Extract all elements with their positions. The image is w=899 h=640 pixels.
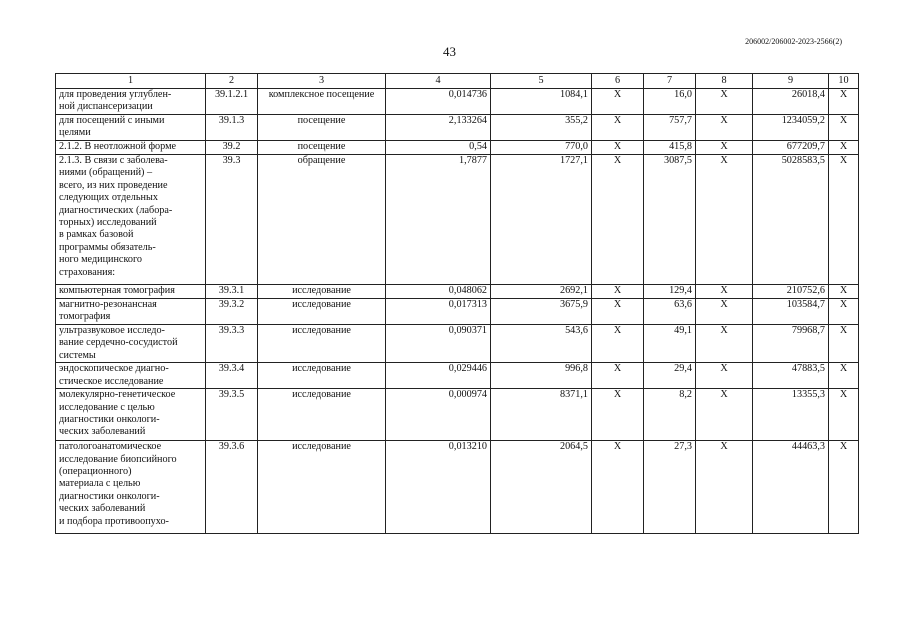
column-header-7: 7 (644, 74, 696, 89)
data-table (55, 73, 859, 534)
row-value-8: X (696, 389, 753, 441)
table-row (56, 363, 859, 389)
row-value-9: 677209,7 (753, 141, 829, 155)
row-unit: исследование (258, 363, 386, 389)
table-body (56, 89, 859, 534)
row-value-9: 5028583,5 (753, 155, 829, 285)
row-value-10: X (829, 325, 859, 363)
row-value-7: 3087,5 (644, 155, 696, 285)
row-value-10: X (829, 155, 859, 285)
row-value-7: 8,2 (644, 389, 696, 441)
row-unit: исследование (258, 325, 386, 363)
row-value-6: X (592, 441, 644, 534)
row-code: 39.2 (206, 141, 258, 155)
row-value-4: 0,090371 (386, 325, 491, 363)
row-value-10: X (829, 389, 859, 441)
row-value-10: X (829, 89, 859, 115)
row-value-6: X (592, 389, 644, 441)
row-value-6: X (592, 325, 644, 363)
column-header-4: 4 (386, 74, 491, 89)
row-code: 39.1.3 (206, 115, 258, 141)
row-name: эндоскопическое диагно- стическое исследование (56, 363, 206, 389)
column-header-2: 2 (206, 74, 258, 89)
column-number-row (56, 74, 859, 89)
table-row (56, 155, 859, 285)
column-header-10: 10 (829, 74, 859, 89)
row-value-6: X (592, 155, 644, 285)
row-name: патологоанатомическое исследование биопсийного (операционного) материала с целью диагностики онкологи- ческих заболеваний и подбора противоопухо- (56, 441, 206, 534)
row-name: для проведения углублен- ной диспансеризации (56, 89, 206, 115)
row-value-5: 2692,1 (491, 285, 592, 299)
row-value-6: X (592, 141, 644, 155)
row-value-7: 49,1 (644, 325, 696, 363)
row-value-5: 355,2 (491, 115, 592, 141)
table-row (56, 141, 859, 155)
row-value-7: 29,4 (644, 363, 696, 389)
row-value-4: 1,7877 (386, 155, 491, 285)
row-value-7: 757,7 (644, 115, 696, 141)
row-code: 39.3.2 (206, 299, 258, 325)
document-code: 206002/206002-2023-2566(2) (745, 37, 842, 46)
row-value-9: 26018,4 (753, 89, 829, 115)
row-value-5: 2064,5 (491, 441, 592, 534)
row-value-4: 0,000974 (386, 389, 491, 441)
row-name: компьютерная томография (56, 285, 206, 299)
row-value-5: 543,6 (491, 325, 592, 363)
row-unit: посещение (258, 115, 386, 141)
table-row (56, 389, 859, 441)
row-unit: исследование (258, 299, 386, 325)
row-value-6: X (592, 363, 644, 389)
row-value-6: X (592, 115, 644, 141)
row-name: магнитно-резонансная томография (56, 299, 206, 325)
row-value-5: 8371,1 (491, 389, 592, 441)
row-value-4: 0,014736 (386, 89, 491, 115)
page-number: 43 (443, 44, 456, 59)
row-value-8: X (696, 299, 753, 325)
row-value-5: 1084,1 (491, 89, 592, 115)
row-code: 39.3.3 (206, 325, 258, 363)
table-row (56, 115, 859, 141)
row-value-7: 16,0 (644, 89, 696, 115)
row-value-9: 103584,7 (753, 299, 829, 325)
row-value-9: 47883,5 (753, 363, 829, 389)
row-code: 39.3.1 (206, 285, 258, 299)
row-name: молекулярно-генетическое исследование с целью диагностики онкологи- ческих заболеваний (56, 389, 206, 441)
row-value-7: 27,3 (644, 441, 696, 534)
row-value-10: X (829, 115, 859, 141)
row-value-5: 1727,1 (491, 155, 592, 285)
row-unit: исследование (258, 285, 386, 299)
row-name: 2.1.3. В связи с заболева- ниями (обращений) – всего, из них проведение следующих отдельных диагностических (лабора- торных) исследований в рамках базовой программы обязатель- ного медицинского страхования: (56, 155, 206, 285)
column-header-5: 5 (491, 74, 592, 89)
row-value-10: X (829, 285, 859, 299)
row-value-8: X (696, 141, 753, 155)
row-code: 39.3.6 (206, 441, 258, 534)
table-row (56, 285, 859, 299)
row-value-8: X (696, 115, 753, 141)
row-code: 39.3.5 (206, 389, 258, 441)
row-value-4: 0,013210 (386, 441, 491, 534)
row-value-6: X (592, 89, 644, 115)
table-row (56, 441, 859, 534)
column-header-8: 8 (696, 74, 753, 89)
row-value-10: X (829, 363, 859, 389)
row-value-6: X (592, 299, 644, 325)
column-header-9: 9 (753, 74, 829, 89)
row-value-8: X (696, 325, 753, 363)
row-value-9: 210752,6 (753, 285, 829, 299)
row-name: для посещений с иными целями (56, 115, 206, 141)
row-unit: посещение (258, 141, 386, 155)
table-row (56, 299, 859, 325)
table-row (56, 325, 859, 363)
column-header-6: 6 (592, 74, 644, 89)
row-value-4: 0,54 (386, 141, 491, 155)
row-value-7: 415,8 (644, 141, 696, 155)
row-value-8: X (696, 441, 753, 534)
row-unit: комплексное посещение (258, 89, 386, 115)
row-unit: обращение (258, 155, 386, 285)
column-header-1: 1 (56, 74, 206, 89)
row-value-10: X (829, 141, 859, 155)
table-row (56, 89, 859, 115)
row-code: 39.1.2.1 (206, 89, 258, 115)
row-value-8: X (696, 285, 753, 299)
row-value-5: 3675,9 (491, 299, 592, 325)
row-value-9: 13355,3 (753, 389, 829, 441)
row-value-10: X (829, 441, 859, 534)
row-value-5: 996,8 (491, 363, 592, 389)
row-value-8: X (696, 155, 753, 285)
row-unit: исследование (258, 441, 386, 534)
row-value-9: 44463,3 (753, 441, 829, 534)
row-value-7: 63,6 (644, 299, 696, 325)
row-value-5: 770,0 (491, 141, 592, 155)
column-header-3: 3 (258, 74, 386, 89)
row-value-8: X (696, 89, 753, 115)
row-value-4: 0,029446 (386, 363, 491, 389)
row-name: 2.1.2. В неотложной форме (56, 141, 206, 155)
row-code: 39.3.4 (206, 363, 258, 389)
row-value-8: X (696, 363, 753, 389)
row-value-6: X (592, 285, 644, 299)
row-value-9: 79968,7 (753, 325, 829, 363)
row-value-9: 1234059,2 (753, 115, 829, 141)
row-unit: исследование (258, 389, 386, 441)
row-value-10: X (829, 299, 859, 325)
row-value-4: 0,048062 (386, 285, 491, 299)
row-name: ультразвуковое исследо- вание сердечно-сосудистой системы (56, 325, 206, 363)
row-value-7: 129,4 (644, 285, 696, 299)
row-value-4: 2,133264 (386, 115, 491, 141)
row-value-4: 0,017313 (386, 299, 491, 325)
row-code: 39.3 (206, 155, 258, 285)
